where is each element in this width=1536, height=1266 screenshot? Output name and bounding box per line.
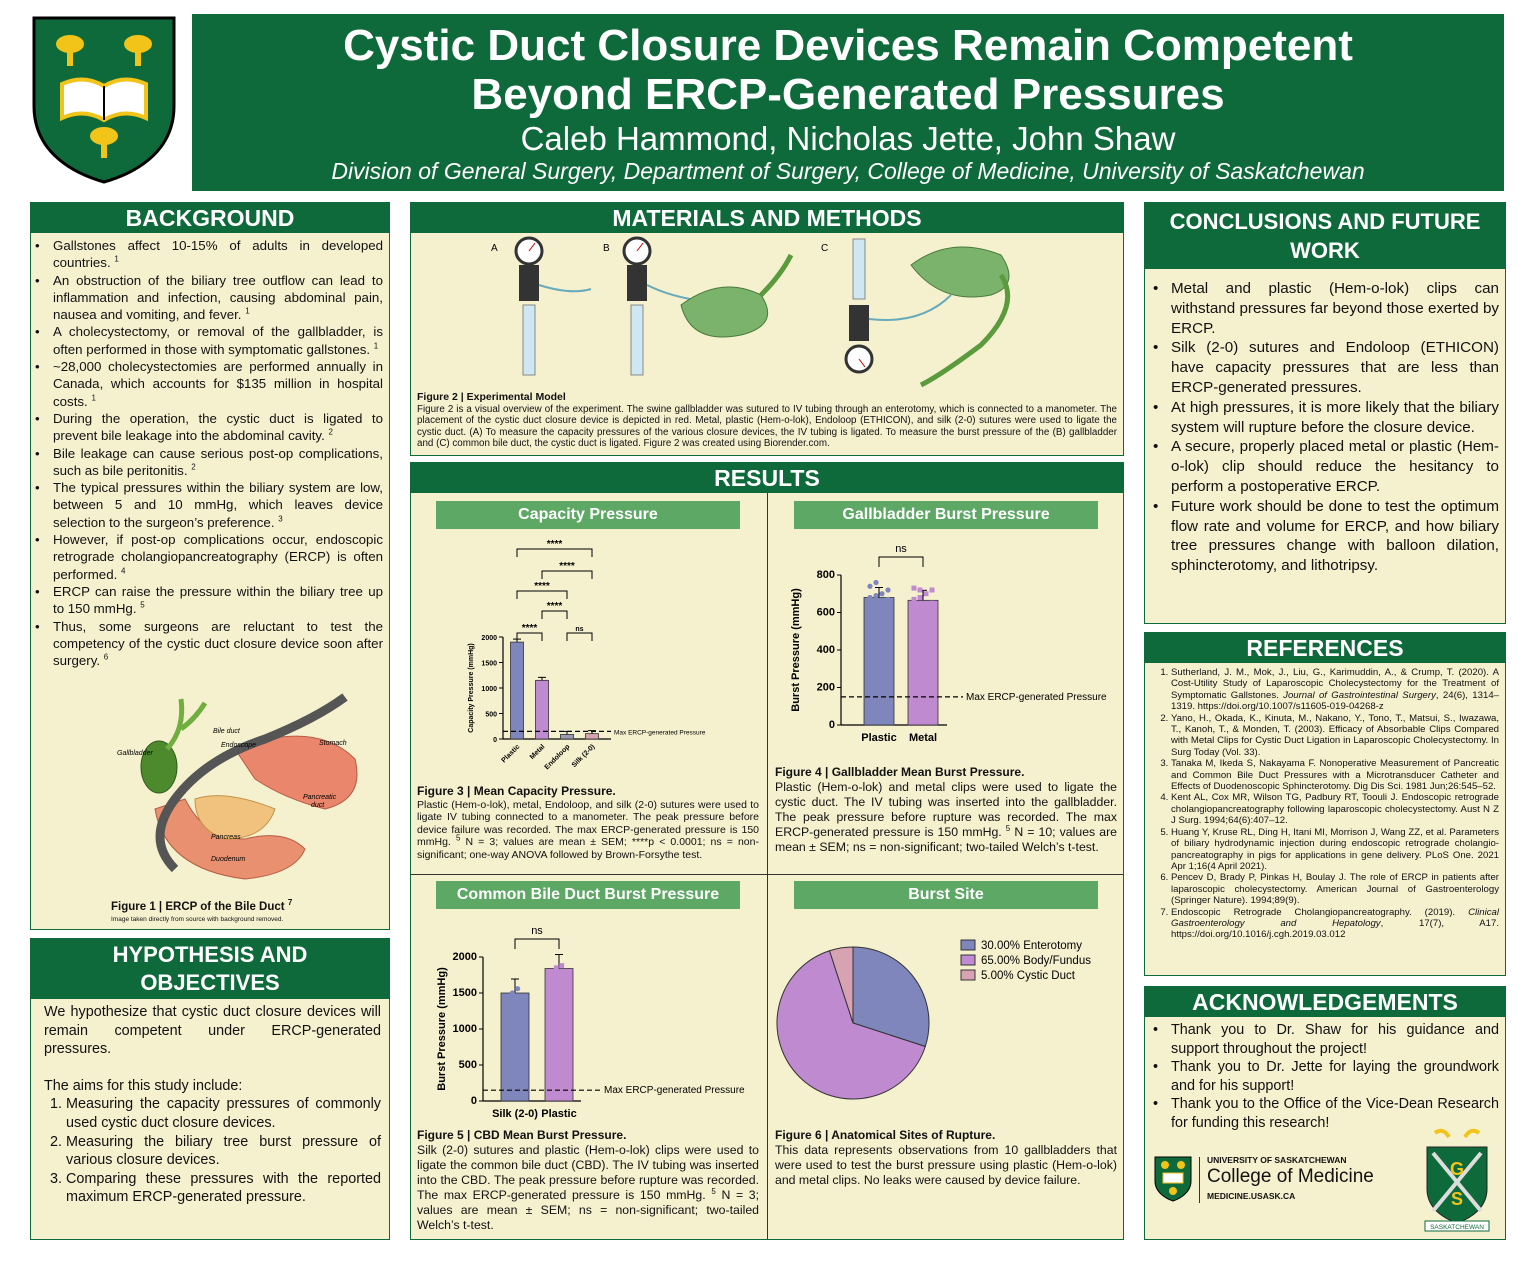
data-point (885, 587, 890, 592)
significance-label: **** (559, 561, 575, 572)
hypothesis-statement: We hypothesize that cystic duct closure devices will remain competent under ERCP-generated pressures. (44, 1004, 381, 1058)
legend-swatch (961, 970, 975, 980)
background-panel (30, 202, 390, 930)
reference-item: 5. Huang Y, Kruse RL, Ding H, Itani MI, Morrison J, Wang ZZ, et al. Parameters of biliary hydrodynamic injection during endoscopic retrograde cholangio-pancreatography in pigs for applications in gene delivery. PLoS One. 2021 Apr 1;16(4 April 2021). (1171, 827, 1499, 873)
crest-letter-g: G (1449, 1159, 1465, 1179)
aim-item: 3. Comparing these pressures with the reported maximum ERCP-generated pressure. (66, 1170, 381, 1207)
x-tick-label: Silk (2-0) (570, 743, 597, 770)
data-point (885, 597, 890, 602)
acknowledgements-panel (1144, 986, 1506, 1240)
list-item: • Gallstones affect 10-15% of adults in developed countries. $^1$ (53, 237, 383, 272)
significance-label: **** (534, 581, 550, 592)
aim-item: 1. Measuring the capacity pressures of commonly used cystic duct closure devices. (66, 1095, 381, 1132)
x-tick-label: Plastic (500, 743, 522, 765)
affiliation: Division of General Surgery, Department of Surgery, College of Medicine, University of Saskatchewan (331, 158, 1365, 184)
figure-6-title: Figure 6 | Anatomical Sites of Rupture. (775, 1128, 996, 1142)
x-tick-label: Plastic (541, 1108, 577, 1120)
reference-number: 1 (373, 341, 379, 351)
label-pancreatic-duct-2: duct (311, 802, 325, 809)
burst-site-pie-chart (775, 915, 1121, 1115)
significance-bracket (517, 549, 592, 557)
list-item: • Thank you to the Office of the Vice-Dean Research for funding this research! (1171, 1095, 1499, 1132)
legend-entry: 30.00% Enterotomy (981, 940, 1083, 952)
y-tick-label: 500 (458, 1059, 477, 1071)
bar-plastic (545, 969, 573, 1101)
y-tick-label: 200 (816, 681, 835, 694)
logo-college: College of Medicine (1207, 1166, 1374, 1187)
list-item: • Metal and plastic (Hem-o-lok) clips can withstand pressures far beyond those exerted by ERCP. (1171, 279, 1499, 338)
data-point (918, 588, 923, 593)
label-duodenum: Duodenum (211, 856, 246, 863)
significance-label: **** (521, 623, 538, 634)
figure-6-caption: Figure 6 | Anatomical Sites of Rupture. This data represents observations from 10 gallbladders that were used to test the burst pressure using plastic (Hem-o-lok) and metal clips. No leaks were caused by device failure. (775, 1128, 1117, 1187)
x-tick-label: Metal (908, 732, 938, 744)
data-point (879, 591, 884, 596)
reference-number: 1 (245, 306, 250, 316)
conclusions-heading: CONCLUSIONS AND FUTURE WORK (1145, 203, 1505, 269)
figure-2-caption (417, 392, 1117, 450)
reference-number: 5 (140, 600, 145, 610)
bar-metal (908, 600, 938, 725)
aims-intro: The aims for this study include: (44, 1077, 243, 1094)
poster-title-line-2: Beyond ERCP-Generated Pressures (471, 70, 1225, 119)
university-shield-logo (28, 14, 180, 184)
bar-silk-2-0- (501, 993, 529, 1101)
data-point (559, 963, 564, 968)
significance-bracket (542, 611, 567, 619)
crest-banner: SASKATCHEWAN (1430, 1224, 1484, 1231)
reference-number: 1 (114, 254, 119, 264)
y-tick-label: 0 (828, 719, 835, 731)
list-item: • Bile leakage can cause serious post-op complications, such as bile peritonitis. $^2$ (53, 445, 383, 480)
list-item: • Thus, some surgeons are reluctant to test the competency of the cystic duct closure device soon after surgery. $^6$ (53, 618, 383, 670)
list-item: • ~28,000 cholecystectomies are performed annually in Canada, which accounts for $135 million in hospital costs. $^1$ (53, 358, 383, 410)
cbd-burst-subheading: Common Bile Duct Burst Pressure (436, 881, 740, 909)
results-divider-horizontal (411, 874, 1123, 875)
experimental-diagram (481, 235, 1081, 393)
significance-label: ns (531, 925, 543, 937)
label-pancreas: Pancreas (211, 834, 241, 841)
y-tick-label: 600 (816, 606, 835, 619)
figure-2-text: Figure 2 is a visual overview of the experiment. The swine gallbladder was sutured to IV tubing through an enterotomy, which is connected to a manometer. The placement of the cystic duct closure device is depicted in red. Metal, plastic (Hem-o-lok), Endoloop (ETHICON), and silk (2-0) sutures were used to ligate the cystic duct. (A) To measure the capacity pressures of the various closure devices, the IV tubing is ligated. To measure the burst pressure of the (B) gallbladder and (C) common bile duct, the cystic duct is ligated. Figure 2 was created using Biorender.com. (417, 403, 1117, 450)
significance-label: **** (546, 539, 563, 550)
significance-label: ns (575, 626, 584, 633)
data-point (924, 604, 929, 609)
reference-item: 7. Endoscopic Retrograde Cholangiopancreatography. (2019). Clinical Gastroenterology and Hepatology, 17(7), A17. https://doi.org/10.1016/j.cgh.2019.03.012 (1171, 907, 1499, 941)
reference-item: 3. Tanaka M, Ikeda S, Nakayama F. Nonoperative Measurement of Pancreatic and Common Bile Duct Pressures with a Microtransducer Catheter and Effects of Duodenoscopic Sphincterotomy. Dig Dis Sci. 1981 Jun;26:545–52. (1171, 758, 1499, 792)
aim-item: 2. Measuring the biliary tree burst pressure of various closure devices. (66, 1133, 381, 1170)
figure-2-title: Figure 2 | Experimental Model (417, 391, 566, 403)
y-tick-label: 1500 (452, 987, 477, 999)
list-item: • A secure, properly placed metal or plastic (Hem-o-lok) clip should reduce the hesitancy to perform a postoperative ERCP. (1171, 437, 1499, 496)
data-point (918, 595, 923, 600)
label-endoscope: Endoscope (221, 742, 257, 749)
panel-b-label: B (603, 243, 610, 254)
reference-number: 1 (91, 393, 96, 403)
reference-item: 4. Kent AL, Cox MR, Wilson TG, Padbury RT, Toouli J. Endoscopic retrograde cholangiopancreatography following laparoscopic cholecystectomy. Aust N Z J Surg. 1994;64(6):407–12. (1171, 792, 1499, 826)
crest-letter-s: S (1450, 1189, 1464, 1209)
data-point (504, 996, 509, 1001)
legend-entry: 5.00% Cystic Duct (981, 970, 1075, 982)
logo-university: UNIVERSITY OF SASKATCHEWAN (1207, 1155, 1347, 1165)
data-point (873, 602, 878, 607)
significance-label: ns (895, 543, 907, 555)
authors: Caleb Hammond, Nicholas Jette, John Shaw (520, 120, 1176, 157)
references-list (1145, 667, 1505, 941)
acknowledgements-heading: ACKNOWLEDGEMENTS (1145, 987, 1505, 1017)
list-item: • Future work should be done to test the optimum flow rate and volume for ERCP, and how biliary tree pressures change with balloon dilation, sphincterotomy, and lithotripsy. (1171, 497, 1499, 576)
y-tick-label: 2000 (481, 635, 497, 642)
legend-swatch (961, 940, 975, 950)
reference-number: 6 (103, 652, 109, 662)
capacity-pressure-chart (461, 535, 761, 783)
hypothesis-heading: HYPOTHESIS AND OBJECTIVES (31, 939, 389, 999)
gallbladder-burst-chart (785, 537, 1121, 753)
y-tick-label: 1500 (481, 660, 497, 668)
list-item: • ERCP can raise the pressure within the biliary tree up to 150 mmHg. $^5$ (53, 583, 383, 618)
list-item: • Thank you to Dr. Shaw for his guidance and support throughout the project! (1171, 1021, 1499, 1058)
conclusions-panel (1144, 202, 1506, 624)
data-point (912, 586, 917, 591)
gallbladder-burst-subheading: Gallbladder Burst Pressure (794, 501, 1098, 529)
list-item: • However, if post-op complications occur, endoscopic retrograde cholangiopancreatography (ERCP) is often performed. $^4$ (53, 531, 383, 583)
aims-list (44, 1095, 381, 1207)
crest-logo (1413, 1127, 1501, 1235)
reference-item: 6. Pencev D, Brady P, Pinkas H, Boulay J. The role of ERCP in patients after laparoscopic cholecystectomy. American Journal of Gastroenterology (Springer Nature). 1994;89(9). (1171, 872, 1499, 906)
y-tick-label: 400 (816, 644, 835, 656)
figure-3-caption: Figure 3 | Mean Capacity Pressure. Plastic (Hem-o-lok), metal, Endoloop, and silk (2-0) sutures were used to ligate IV tubing connected to a manometer. The peak pressure before device failure was recorded. The max ERCP-generated pressure is 150 mmHg. $^5$ N = 3; values are mean ± SEM; ****p < 0.0001; ns = non-significant; one-way ANOVA followed by Brown-Forsythe test. (417, 784, 759, 861)
list-item: • Thank you to Dr. Jette for laying the groundwork and for his support! (1171, 1058, 1499, 1095)
data-point (867, 606, 872, 611)
ercp-figure (115, 689, 375, 889)
background-heading: BACKGROUND (31, 203, 389, 233)
figure-1-note: Image taken directly from source with background removed. (111, 916, 284, 923)
y-tick-label: 1000 (481, 686, 497, 693)
y-axis-label: Capacity Pressure (mmHg) (468, 643, 475, 733)
label-gallbladder: Gallbladder (117, 750, 153, 757)
data-point (924, 591, 929, 596)
max-ercp-label: Max ERCP-generated Pressure (614, 729, 706, 737)
y-tick-label: 0 (470, 1095, 477, 1107)
data-point (918, 610, 923, 615)
y-tick-label: 800 (816, 569, 835, 581)
panel-c-label: C (821, 243, 829, 254)
label-pancreatic-duct-1: Pancreatic (303, 794, 337, 801)
x-tick-label: Metal (528, 743, 547, 762)
list-item: • Silk (2-0) sutures and Endoloop (ETHICON) have capacity pressures that are less than ERCP-generated pressures. (1171, 338, 1499, 397)
significance-bracket (515, 939, 559, 949)
manometer-b (624, 238, 791, 375)
y-tick-label: 1000 (452, 1023, 477, 1035)
references-panel (1144, 632, 1506, 976)
x-tick-label: Plastic (861, 732, 897, 744)
significance-label: **** (546, 601, 563, 612)
significance-bracket (567, 633, 592, 641)
significance-bracket (517, 591, 567, 599)
significance-bracket (879, 557, 923, 567)
methods-panel (410, 202, 1124, 456)
figure-4-caption: Figure 4 | Gallbladder Mean Burst Pressure. Plastic (Hem-o-lok) and metal clips were used to ligate the cystic duct. The IV tubing was inserted into the gallbladder. The peak pressure before rupture was recorded. The max ERCP-generated pressure is 150 mmHg. $^5$ N = 10; values are mean ± SEM; ns = non-significant; two-tailed Welch’s t-test. (775, 765, 1118, 854)
data-point (510, 990, 515, 995)
college-logo (1153, 1155, 1393, 1215)
reference-number: 2 (191, 462, 196, 472)
panel-a-label: A (491, 243, 498, 254)
max-ercp-label: Max ERCP-generated Pressure (604, 1085, 745, 1097)
data-point (873, 593, 878, 598)
cbd-burst-chart (431, 915, 761, 1127)
reference-item: 1. Sutherland, J. M., Mok, J., Liu, G., Karimuddin, A., & Crump, T. (2020). A Cost-Utility Study of Laparoscopic Cholecystectomy for the Treatment of Symptomatic Gallstones. Journal of Gastrointestinal Surgery, 24(6), 1314–1319. https://doi.org/10.1007/s11605-019-04268-z (1171, 667, 1499, 713)
list-item: • The typical pressures within the biliary system are low, between 5 and 10 mmHg, which leaves device selection to the surgeon’s preference. $^3$ (53, 479, 383, 531)
poster-title-line-1: Cystic Duct Closure Devices Remain Competent (343, 21, 1353, 70)
label-stomach: Stomach (319, 740, 347, 747)
data-point (867, 595, 872, 600)
results-divider-vertical (767, 493, 768, 1239)
list-item: • At high pressures, it is more likely that the biliary system will rupture before the closure device. (1171, 398, 1499, 438)
background-list (31, 237, 389, 669)
reference-number: 2 (328, 427, 333, 437)
figure-4-title: Figure 4 | Gallbladder Mean Burst Pressure. (775, 765, 1025, 779)
y-tick-label: 500 (485, 711, 497, 719)
y-tick-label: 0 (493, 737, 497, 744)
burst-site-subheading: Burst Site (794, 881, 1098, 909)
label-bile-duct: Bile duct (213, 728, 240, 735)
significance-bracket (517, 633, 542, 641)
data-point (930, 601, 935, 606)
title-banner (192, 14, 1504, 191)
logo-url: MEDICINE.USASK.CA (1207, 1191, 1296, 1201)
results-panel (410, 462, 1124, 1240)
y-axis-label: Burst Pressure (mmHg) (790, 588, 802, 712)
list-item: • A cholecystectomy, or removal of the gallbladder, is often performed in those with symptomatic gallstones. $^1$ (53, 323, 383, 358)
legend-entry: 65.00% Body/Fundus (981, 955, 1091, 967)
x-tick-label: Endoloop (543, 743, 572, 772)
data-point (912, 614, 917, 619)
figure-5-title: Figure 5 | CBD Mean Burst Pressure. (417, 1128, 627, 1142)
references-heading: REFERENCES (1145, 633, 1505, 663)
legend-swatch (961, 955, 975, 965)
reference-item: 2. Yano, H., Okada, K., Kinuta, M., Nakano, Y., Tono, T., Matsui, S., Iwazawa, T., Kanoh, T., & Monden, T. (2003). Efficacy of Absorbable Clips Compared with Metal Clips for Cystic Duct Ligation in Laparoscopic Cholecystectomy. In Surg Today (Vol. 33). (1171, 713, 1499, 759)
conclusions-list (1145, 279, 1505, 576)
data-point (867, 584, 872, 589)
data-point (549, 970, 554, 975)
bar-metal (536, 680, 549, 739)
significance-bracket (542, 571, 592, 579)
y-axis-label: Burst Pressure (mmHg) (436, 967, 448, 1091)
manometer-a (516, 238, 591, 375)
hypothesis-panel (30, 938, 390, 1240)
y-tick-label: 2000 (452, 951, 477, 963)
bar-plastic (864, 598, 894, 726)
bar-plastic (511, 642, 524, 739)
data-point (930, 588, 935, 593)
methods-heading: MATERIALS AND METHODS (411, 203, 1123, 233)
list-item: • An obstruction of the biliary tree outflow can lead to inflammation and infection, causing abdominal pain, nausea and vomiting, and fever. $^1$ (53, 272, 383, 324)
reference-number: 4 (121, 566, 126, 576)
x-tick-label: Silk (2-0) (492, 1108, 538, 1120)
bar-silk-2-0- (586, 734, 599, 739)
figure-5-caption: Figure 5 | CBD Mean Burst Pressure. Silk (2-0) sutures and plastic (Hem-o-lok) clips were used to ligate the common bile duct (CBD). The IV tubing was inserted into the CBD. The peak pressure before rupture was recorded. The max ERCP-generated pressure is 150 mmHg. $^5$ N = 3; values are mean ± SEM; ns = non-significant; two-tailed Welch’s t-test. (417, 1128, 760, 1232)
results-heading: RESULTS (411, 463, 1123, 493)
acknowledgements-list (1145, 1021, 1505, 1133)
capacity-pressure-subheading: Capacity Pressure (436, 501, 740, 529)
reference-number: 3 (278, 514, 283, 524)
data-point (515, 986, 520, 991)
data-point (912, 597, 917, 602)
figure-3-title: Figure 3 | Mean Capacity Pressure. (417, 784, 616, 798)
bar-endoloop (561, 734, 574, 739)
data-point (879, 601, 884, 606)
data-point (873, 580, 878, 585)
list-item: • During the operation, the cystic duct is ligated to prevent bile leakage into the abdominal cavity. $^2$ (53, 410, 383, 445)
max-ercp-label: Max ERCP-generated Pressure (966, 691, 1107, 703)
figure-1-caption: Figure 1 | ERCP of the Bile Duct $^7$ (111, 898, 293, 913)
data-point (554, 965, 559, 970)
mini-shield-icon (1153, 1155, 1193, 1203)
syringe-c (846, 239, 1009, 385)
